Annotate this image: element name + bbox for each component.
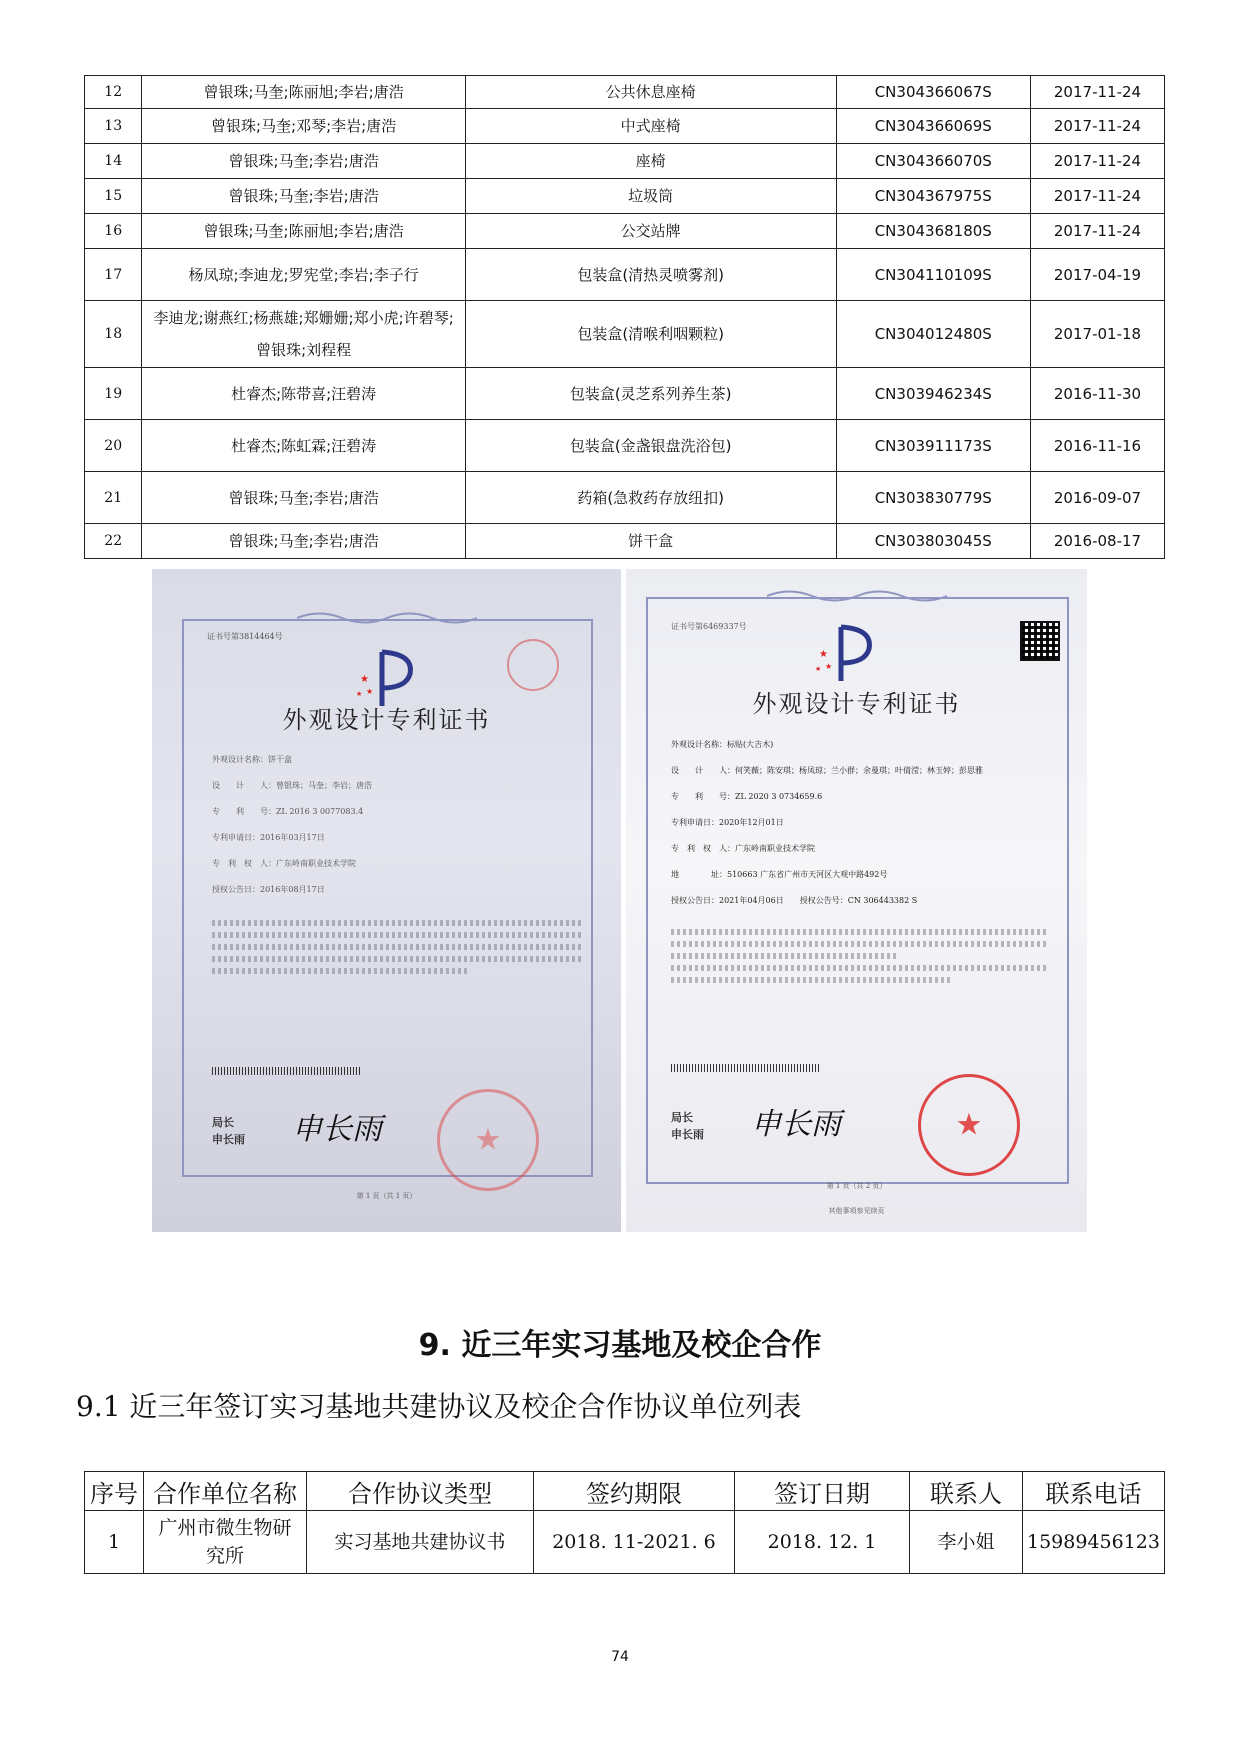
row-number: 1: [85, 1511, 144, 1574]
design-name-cell: 饼干盒: [465, 524, 836, 559]
certificate-field: 设 计 人：何笑薇；陈安琪；杨凤琼；兰小群；余曼琪；叶倩滢；林玉婷；彭思雅: [671, 766, 983, 775]
row-number: 14: [85, 144, 142, 179]
body-text-line: [671, 977, 953, 983]
round-stamp-icon: [507, 639, 559, 691]
date-cell: 2016-09-07: [1030, 472, 1164, 524]
date-cell: 2017-11-24: [1030, 76, 1164, 109]
inventors-cell: 曾银珠;马奎;李岩;唐浩: [142, 144, 465, 179]
date-cell: 2017-11-24: [1030, 214, 1164, 249]
date-cell: 2016-11-30: [1030, 368, 1164, 420]
row-number: 21: [85, 472, 142, 524]
table-header-row: [85, 1472, 1165, 1511]
agreement-type-cell: 实习基地共建协议书: [307, 1511, 534, 1574]
inventors-cell: 杜睿杰;陈带喜;汪碧涛: [142, 368, 465, 420]
certificate-field: 专利申请日：2020年12月01日: [671, 818, 784, 827]
design-name-cell: 包装盒(清热灵喷雾剂): [465, 249, 836, 301]
patent-table: [84, 75, 1165, 559]
body-text-line: [212, 920, 581, 926]
certificate-page: 第 1 页（共 2 页）: [826, 1182, 887, 1190]
body-text-line: [212, 932, 581, 938]
body-text-line: [212, 956, 581, 962]
inventors-cell: 曾银珠;马奎;陈丽旭;李岩;唐浩: [142, 214, 465, 249]
column-header: 合作协议类型: [307, 1472, 534, 1511]
table-row: [85, 179, 1165, 214]
column-header: 序号: [85, 1472, 144, 1511]
page-number: 74: [611, 1649, 629, 1665]
certificate-fields: [671, 739, 1047, 989]
column-header: 合作单位名称: [144, 1472, 307, 1511]
certificate-footnote: 其他事项参见续页: [828, 1207, 885, 1215]
body-text-line: [671, 941, 1047, 947]
patent-number-cell: CN303830779S: [836, 472, 1030, 524]
inventors-cell: 曾银珠;马奎;陈丽旭;李岩;唐浩: [142, 76, 465, 109]
director-name: 申长雨: [212, 1133, 245, 1146]
design-name-cell: 包装盒(清喉利咽颗粒): [465, 301, 836, 368]
signature: 申长雨: [751, 1107, 841, 1142]
design-name-cell: 公共休息座椅: [465, 76, 836, 109]
design-name-cell: 包装盒(灵芝系列养生茶): [465, 368, 836, 420]
table-row: [85, 524, 1165, 559]
patent-number-cell: CN304366067S: [836, 76, 1030, 109]
patent-number-cell: CN303946234S: [836, 368, 1030, 420]
signature: 申长雨: [292, 1112, 382, 1147]
design-name-cell: 包装盒(金盏银盘洗浴包): [465, 420, 836, 472]
svg-text:★: ★: [366, 687, 374, 696]
table-row: [85, 249, 1165, 301]
phone-cell: 15989456123: [1023, 1511, 1165, 1574]
director-title: 局长: [212, 1116, 234, 1129]
table-row: [85, 214, 1165, 249]
svg-text:★: ★: [815, 665, 822, 673]
column-header: 签订日期: [735, 1472, 910, 1511]
certificate-field: 地 址：510663 广东省广州市天河区大观中路492号: [671, 870, 888, 879]
inventors-cell: 杨凤琼;李迪龙;罗宪堂;李岩;李子行: [142, 249, 465, 301]
design-name-cell: 药箱(急救药存放纽扣): [465, 472, 836, 524]
svg-text:★: ★: [356, 690, 363, 698]
contact-cell: 李小姐: [910, 1511, 1023, 1574]
director-label: [212, 1114, 245, 1148]
date-cell: 2017-11-24: [1030, 144, 1164, 179]
inventors-cell: 李迪龙;谢燕红;杨燕雄;郑姗姗;郑小虎;许碧琴;曾银珠;刘程程: [142, 301, 465, 368]
certificate-field: 专 利 权 人：广东岭南职业技术学院: [212, 859, 356, 868]
date-cell: 2017-11-24: [1030, 109, 1164, 144]
certificate-number: 证书号第6469337号: [671, 622, 747, 631]
date-cell: 2017-01-18: [1030, 301, 1164, 368]
date-cell: 2017-04-19: [1030, 249, 1164, 301]
date-cell: 2016-08-17: [1030, 524, 1164, 559]
qr-code-icon: [1020, 621, 1060, 661]
table-row: [85, 109, 1165, 144]
body-text-line: [671, 953, 897, 959]
certificate-title: 外观设计专利证书: [282, 706, 491, 734]
svg-text:★: ★: [819, 649, 828, 660]
official-seal-icon: ★: [437, 1089, 539, 1191]
row-number: 18: [85, 301, 142, 368]
certificate-field: 授权公告日：2016年08月17日: [212, 885, 325, 894]
cooperation-table: [84, 1471, 1165, 1574]
patent-number-cell: CN304367975S: [836, 179, 1030, 214]
certificate-field: 外观设计名称：饼干盒: [212, 755, 292, 764]
column-header: 联系人: [910, 1472, 1023, 1511]
inventors-cell: 杜睿杰;陈虹霖;汪碧涛: [142, 420, 465, 472]
certificate-number: 证书号第3814464号: [207, 632, 283, 641]
patent-number-cell: CN304012480S: [836, 301, 1030, 368]
director-title: 局长: [671, 1111, 693, 1124]
date-cell: 2016-11-16: [1030, 420, 1164, 472]
svg-text:★: ★: [360, 674, 369, 685]
row-number: 17: [85, 249, 142, 301]
body-text-line: [671, 929, 1047, 935]
certificate-field: 专利申请日：2016年03月17日: [212, 833, 325, 842]
section-title: 9. 近三年实习基地及校企合作: [418, 1328, 822, 1363]
design-name-cell: 垃圾筒: [465, 179, 836, 214]
unit-name-cell: 广州市微生物研究所: [144, 1511, 307, 1574]
row-number: 22: [85, 524, 142, 559]
inventors-cell: 曾银珠;马奎;李岩;唐浩: [142, 524, 465, 559]
patent-certificate-right: [626, 569, 1087, 1232]
row-number: 20: [85, 420, 142, 472]
barcode-icon: [212, 1067, 362, 1075]
certificate-page: 第 1 页（共 1 页）: [356, 1192, 417, 1200]
director-label: [671, 1109, 704, 1143]
certificate-field: 授权公告日：2021年04月06日 授权公告号：CN 306443382 S: [671, 896, 918, 905]
patent-number-cell: CN304366070S: [836, 144, 1030, 179]
body-text-line: [671, 965, 1047, 971]
row-number: 15: [85, 179, 142, 214]
column-header: 签约期限: [534, 1472, 735, 1511]
design-name-cell: 座椅: [465, 144, 836, 179]
svg-text:★: ★: [825, 662, 833, 671]
certificate-field: 专 利 号：ZL 2016 3 0077083.4: [212, 807, 364, 816]
table-row: [85, 368, 1165, 420]
cnipa-logo-icon: [811, 619, 881, 689]
table-row: [85, 1511, 1165, 1574]
director-name: 申长雨: [671, 1128, 704, 1141]
patent-number-cell: CN304368180S: [836, 214, 1030, 249]
patent-number-cell: CN304110109S: [836, 249, 1030, 301]
table-row: [85, 144, 1165, 179]
column-header: 联系电话: [1023, 1472, 1165, 1511]
patent-number-cell: CN303911173S: [836, 420, 1030, 472]
row-number: 12: [85, 76, 142, 109]
certificate-fields: [212, 754, 581, 980]
row-number: 16: [85, 214, 142, 249]
subsection-title: 9.1 近三年签订实习基地共建协议及校企合作协议单位列表: [76, 1390, 802, 1423]
inventors-cell: 曾银珠;马奎;邓琴;李岩;唐浩: [142, 109, 465, 144]
patent-certificate-left: [152, 569, 621, 1232]
table-row: [85, 301, 1165, 368]
patent-number-cell: CN304366069S: [836, 109, 1030, 144]
table-row: [85, 76, 1165, 109]
body-text-line: [212, 944, 581, 950]
design-name-cell: 中式座椅: [465, 109, 836, 144]
row-number: 13: [85, 109, 142, 144]
official-seal-icon: ★: [918, 1074, 1020, 1176]
row-number: 19: [85, 368, 142, 420]
design-name-cell: 公交站牌: [465, 214, 836, 249]
certificate-field: 外观设计名称：标贴(大吉木): [671, 740, 774, 749]
table-row: [85, 420, 1165, 472]
date-cell: 2017-11-24: [1030, 179, 1164, 214]
table-row: [85, 472, 1165, 524]
certificate-field: 设 计 人：曾银珠；马奎；李岩；唐浩: [212, 781, 372, 790]
inventors-cell: 曾银珠;马奎;李岩;唐浩: [142, 472, 465, 524]
certificate-title: 外观设计专利证书: [752, 690, 961, 718]
period-cell: 2018. 11-2021. 6: [534, 1511, 735, 1574]
certificate-field: 专 利 权 人：广东岭南职业技术学院: [671, 844, 815, 853]
sign-date-cell: 2018. 12. 1: [735, 1511, 910, 1574]
barcode-icon: [671, 1064, 821, 1072]
inventors-cell: 曾银珠;马奎;李岩;唐浩: [142, 179, 465, 214]
body-text-line: [212, 968, 470, 974]
certificate-field: 专 利 号：ZL 2020 3 0734659.6: [671, 792, 823, 801]
patent-number-cell: CN303803045S: [836, 524, 1030, 559]
